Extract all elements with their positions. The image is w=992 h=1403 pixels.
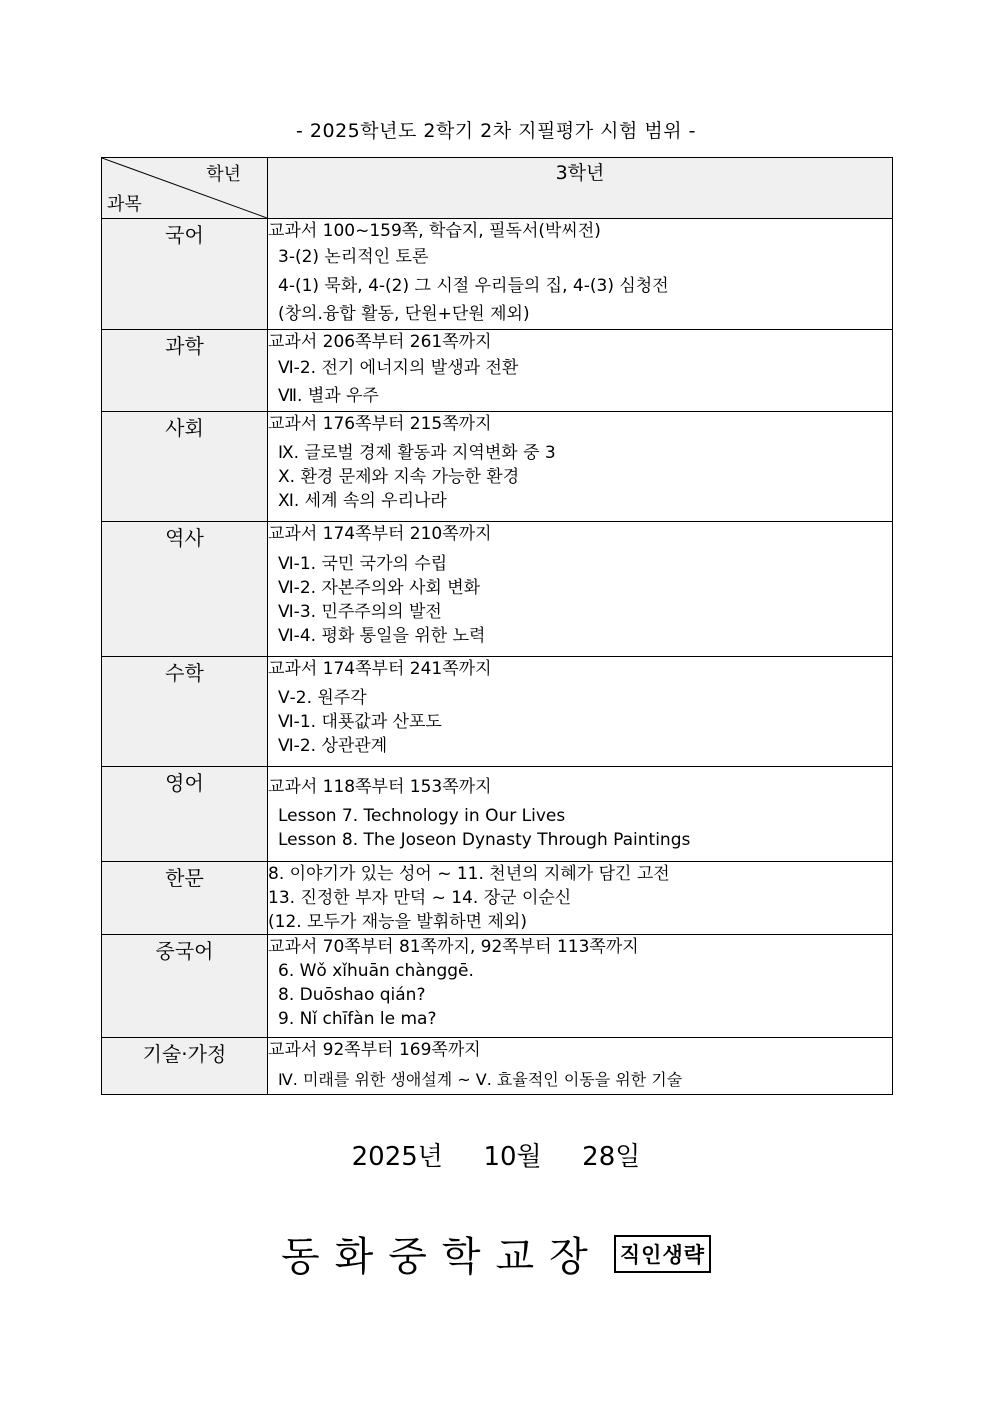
scope-line: 9. Nǐ chīfàn le ma? xyxy=(278,1009,437,1029)
scope-line: Lesson 7. Technology in Our Lives xyxy=(278,806,566,826)
scope-cell xyxy=(268,657,893,767)
scope-cell xyxy=(268,767,893,862)
seal-omitted-stamp: 직인생략 xyxy=(614,1235,711,1273)
subject-cell: 영어 xyxy=(102,767,268,862)
scope-line: Ⅵ-3. 민주주의의 발전 xyxy=(278,602,442,622)
grade-corner-label: 학년 xyxy=(206,164,241,185)
notice-date: 2025년 10월 28일 xyxy=(351,1142,641,1172)
scope-line: Ⅺ. 세계 속의 우리나라 xyxy=(278,491,447,511)
scope-line: 6. Wǒ xǐhuān chànggē. xyxy=(278,961,474,981)
scope-line: Ⅹ. 환경 문제와 지속 가능한 환경 xyxy=(278,467,520,487)
scope-cell xyxy=(268,330,893,412)
table-row xyxy=(102,657,893,767)
scope-line: Ⅵ-4. 평화 통일을 위한 노력 xyxy=(278,626,486,646)
table-row xyxy=(102,862,893,935)
scope-line: Ⅸ. 글로벌 경제 활동과 지역변화 중 3 xyxy=(278,443,556,463)
subject-cell: 한문 xyxy=(102,862,268,935)
scope-line: 교과서 92쪽부터 169쪽까지 xyxy=(268,1040,481,1060)
scope-cell xyxy=(268,219,893,330)
scope-line: Ⅵ-1. 국민 국가의 수립 xyxy=(278,554,448,574)
table-row xyxy=(102,522,893,657)
scope-line: 교과서 118쪽부터 153쪽까지 xyxy=(268,777,492,797)
table-header-row xyxy=(102,158,893,219)
table-row xyxy=(102,1038,893,1095)
scope-line: 교과서 206쪽부터 261쪽까지 xyxy=(268,332,492,352)
scope-line: 4-(1) 묵화, 4-(2) 그 시절 우리들의 집, 4-(3) 심청전 xyxy=(278,276,669,296)
page-title: - 2025학년도 2학기 2차 지필평가 시험 범위 - xyxy=(296,120,696,142)
table-row xyxy=(102,219,893,330)
scope-line: 교과서 100~159쪽, 학습지, 필독서(박씨전) xyxy=(268,221,601,241)
subject-corner-label: 과목 xyxy=(107,194,142,215)
scope-line: 교과서 176쪽부터 215쪽까지 xyxy=(268,414,492,434)
scope-line: Ⅵ-1. 대푯값과 산포도 xyxy=(278,712,442,732)
table-row xyxy=(102,935,893,1038)
scope-line: Lesson 8. The Joseon Dynasty Through Paintings xyxy=(278,830,691,850)
scope-line: Ⅴ-2. 원주각 xyxy=(278,688,367,708)
scope-cell xyxy=(268,522,893,657)
scope-line: 8. Duōshao qián? xyxy=(278,985,426,1005)
scope-cell xyxy=(268,412,893,522)
scope-line: Ⅵ-2. 상관관계 xyxy=(278,736,388,756)
subject-cell: 과학 xyxy=(102,330,268,412)
scope-line: Ⅶ. 별과 우주 xyxy=(278,386,379,406)
subject-cell: 중국어 xyxy=(102,935,268,1038)
scope-cell xyxy=(268,1038,893,1095)
exam-scope-table xyxy=(101,157,893,1095)
principal-signature xyxy=(0,1225,992,1282)
scope-line: Ⅵ-2. 전기 에너지의 발생과 전환 xyxy=(278,358,519,378)
table-row xyxy=(102,330,893,412)
scope-cell xyxy=(268,862,893,935)
scope-line: 교과서 174쪽부터 210쪽까지 xyxy=(268,524,492,544)
table-row xyxy=(102,412,893,522)
table-row xyxy=(102,767,893,862)
scope-line: Ⅳ. 미래를 위한 생애설계 ~ Ⅴ. 효율적인 이동을 위한 기술 xyxy=(278,1070,683,1089)
grade-header: 3학년 xyxy=(268,158,893,219)
diagonal-header-cell xyxy=(102,158,268,219)
scope-line: 13. 진정한 부자 만덕 ~ 14. 장군 이순신 xyxy=(268,888,572,908)
subject-cell: 역사 xyxy=(102,522,268,657)
school-principal-name: 동화중학교장 xyxy=(280,1234,603,1280)
scope-line: (12. 모두가 재능을 발휘하면 제외) xyxy=(268,912,527,932)
subject-cell: 국어 xyxy=(102,219,268,330)
subject-cell: 수학 xyxy=(102,657,268,767)
scope-line: (창의.융합 활동, 단원+단원 제외) xyxy=(278,304,530,324)
subject-cell: 사회 xyxy=(102,412,268,522)
scope-line: 교과서 70쪽부터 81쪽까지, 92쪽부터 113쪽까지 xyxy=(268,937,639,957)
scope-line: 교과서 174쪽부터 241쪽까지 xyxy=(268,659,492,679)
scope-line: 3-(2) 논리적인 토론 xyxy=(278,247,429,267)
scope-line: Ⅵ-2. 자본주의와 사회 변화 xyxy=(278,578,481,598)
scope-cell xyxy=(268,935,893,1038)
scope-line: 8. 이야기가 있는 성어 ~ 11. 천년의 지혜가 담긴 고전 xyxy=(268,864,670,884)
subject-cell: 기술·가정 xyxy=(102,1038,268,1095)
